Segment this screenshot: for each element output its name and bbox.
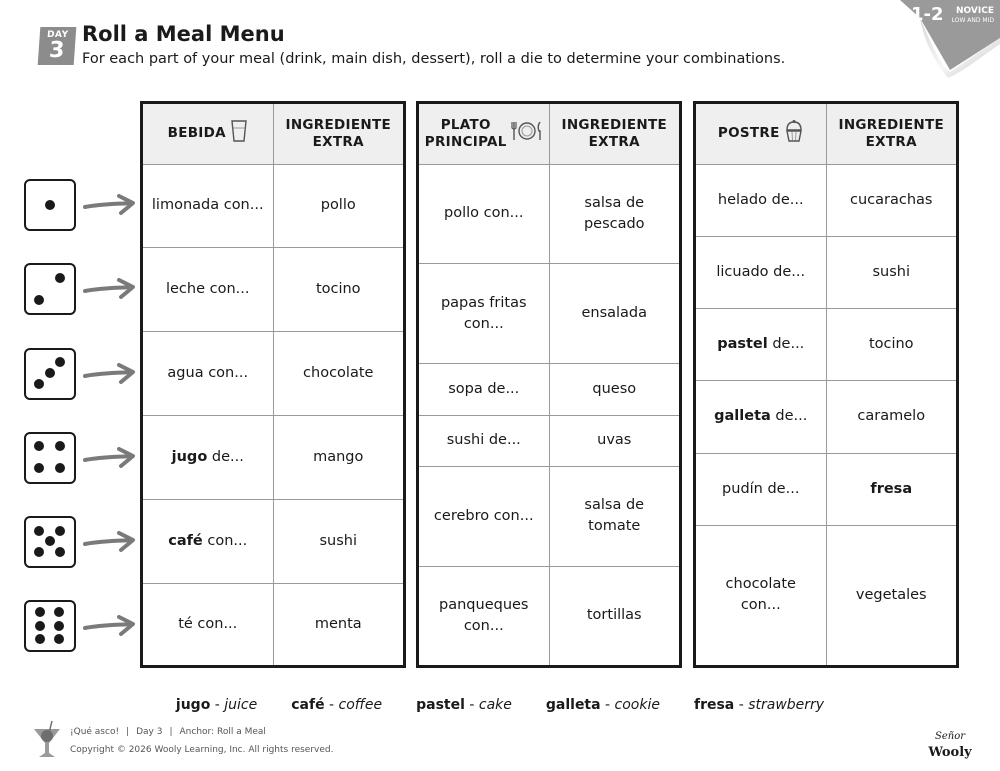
- extra-ingredient-cell: vegetales: [855, 586, 927, 603]
- extra-ingredient-cell: uvas: [549, 415, 679, 466]
- die-face-2: [24, 263, 76, 315]
- extra-ingredient-cell: mango: [273, 415, 403, 499]
- column-header-category: [696, 104, 826, 164]
- glass-icon: [230, 119, 248, 148]
- glossary-spanish: pastel: [416, 697, 465, 713]
- senor-wooly-logo: [928, 727, 972, 761]
- extra-ingredient-cell: tocino: [826, 309, 956, 381]
- die-pip: [34, 379, 44, 389]
- die-pip: [54, 621, 64, 631]
- table-row: [419, 566, 679, 665]
- column-header-category: [143, 104, 273, 164]
- extra-ingredient-cell: chocolate: [273, 332, 403, 416]
- column-header-label: POSTRE: [717, 125, 780, 142]
- page-title: Roll a Meal Menu: [82, 22, 285, 46]
- menu-item-cell: pudín de...: [696, 453, 826, 525]
- arrow-right-icon: [83, 363, 138, 385]
- die-pip: [54, 634, 64, 644]
- table-row: [696, 525, 956, 665]
- extra-ingredient-cell: caramelo: [826, 381, 956, 453]
- menu-item-cell: sushi de...: [419, 415, 549, 466]
- table-row: [696, 309, 956, 381]
- menu-item-cell: pastel de...: [696, 309, 826, 381]
- table-row: [143, 164, 403, 248]
- table-row: [419, 164, 679, 264]
- die-pip: [45, 200, 55, 210]
- table-row: [143, 332, 403, 416]
- level-corner: [890, 0, 1000, 80]
- level-label: NOVICE: [955, 6, 994, 16]
- glossary-item: jugo - juice: [175, 697, 258, 713]
- footer-song: ¡Qué asco!: [70, 727, 120, 737]
- table-row: [143, 583, 403, 665]
- die-face-1: [24, 179, 76, 231]
- menu-item-cell: agua con...: [143, 332, 273, 416]
- level-sublabel: LOW AND MID: [951, 17, 994, 24]
- glossary-item: café - coffee: [291, 697, 383, 713]
- day-badge: [38, 27, 77, 65]
- extra-ingredient-cell: tocino: [273, 248, 403, 332]
- die-pip: [55, 273, 65, 283]
- column-header-label: INGREDIENTE EXTRA: [561, 116, 667, 150]
- extra-ingredient-cell: sushi: [826, 236, 956, 308]
- die-pip: [55, 441, 65, 451]
- glossary-english: cake: [478, 697, 512, 713]
- table-row: [419, 415, 679, 466]
- menu-item-cell: limonada con...: [143, 164, 273, 248]
- menu-item-cell: papas fritas con...: [419, 264, 549, 364]
- extra-ingredient-cell: menta: [314, 615, 362, 632]
- menu-item-cell: panqueques con...: [419, 566, 549, 665]
- table-row: [143, 415, 403, 499]
- glossary-word: jugo: [171, 448, 208, 465]
- table-row: [419, 466, 679, 566]
- menu-item-cell: té con...: [143, 583, 273, 665]
- dessert-table: [693, 101, 959, 668]
- page-instructions: For each part of your meal (drink, main dish, dessert), roll a die to determine your combinations.: [82, 51, 786, 67]
- table-row: [143, 499, 403, 583]
- main-dish-table: [416, 101, 682, 668]
- footer-meta: ¡Qué asco! | Day 3 | Anchor: Roll a Meal: [70, 727, 266, 737]
- level-number: 1-2: [910, 4, 944, 25]
- arrow-right-icon: [83, 278, 138, 300]
- die-pip: [45, 368, 55, 378]
- die-pip: [35, 634, 45, 644]
- table-row: [696, 164, 956, 236]
- menu-item-cell: leche con...: [143, 248, 273, 332]
- cupcake-icon: [784, 119, 804, 148]
- glossary-english: cookie: [614, 697, 660, 713]
- column-header-extra: [826, 104, 956, 164]
- extra-ingredient-cell: ensalada: [549, 264, 679, 364]
- table-row: [696, 381, 956, 453]
- die-pip: [45, 536, 55, 546]
- glossary-item: galleta - cookie: [545, 697, 660, 713]
- die-face-4: [24, 432, 76, 484]
- menu-item-cell: café con...: [143, 499, 273, 583]
- glossary-spanish: café: [291, 697, 325, 713]
- extra-ingredient-cell: salsa de pescado: [549, 164, 679, 264]
- menu-item-cell: helado de...: [696, 164, 826, 236]
- glossary-spanish: jugo: [175, 697, 211, 713]
- svg-text:Wooly: Wooly: [928, 745, 972, 760]
- glossary-word: fresa: [870, 480, 913, 497]
- column-header-extra: [549, 104, 679, 164]
- glossary-english: juice: [224, 697, 258, 713]
- glossary-english: strawberry: [748, 697, 825, 713]
- column-header-label: INGREDIENTE EXTRA: [838, 116, 944, 150]
- footer-copyright: Copyright © 2026 Wooly Learning, Inc. All rights reserved.: [70, 745, 334, 755]
- menu-item-cell: pollo con...: [419, 164, 549, 264]
- arrow-right-icon: [83, 615, 138, 637]
- extra-ingredient-cell: [826, 453, 956, 525]
- day-badge-label: DAY: [46, 30, 69, 40]
- die-face-5: [24, 516, 76, 568]
- drink-table: [140, 101, 406, 668]
- glossary: [0, 697, 1000, 713]
- arrow-right-icon: [83, 531, 138, 553]
- die-pip: [34, 295, 44, 305]
- die-pip: [35, 621, 45, 631]
- table-row: [419, 364, 679, 415]
- column-header-category: [419, 104, 549, 164]
- menu-item-cell: sopa de...: [419, 364, 549, 415]
- glossary-word: pastel: [717, 336, 768, 353]
- arrow-right-icon: [83, 447, 138, 469]
- menu-item-cell: galleta de...: [696, 381, 826, 453]
- column-header-label: INGREDIENTE EXTRA: [285, 116, 391, 150]
- table-row: [143, 248, 403, 332]
- menu-item-cell: jugo de...: [143, 415, 273, 499]
- die-face-3: [24, 348, 76, 400]
- glossary-item: pastel - cake: [416, 697, 512, 713]
- die-pip: [34, 547, 44, 557]
- menu-item-cell: licuado de...: [696, 236, 826, 308]
- glossary-spanish: fresa: [693, 697, 735, 713]
- glossary-item: fresa - strawberry: [693, 697, 825, 713]
- die-pip: [34, 441, 44, 451]
- glossary-word: galleta: [714, 408, 771, 425]
- die-pip: [35, 607, 45, 617]
- extra-ingredient-cell: pollo: [273, 164, 403, 248]
- die-face-6: [24, 600, 76, 652]
- menu-item-cell: cerebro con...: [419, 466, 549, 566]
- footer-anchor: Anchor: Roll a Meal: [179, 727, 266, 737]
- extra-ingredient-cell: queso: [549, 364, 679, 415]
- die-pip: [55, 357, 65, 367]
- svg-text:Señor: Señor: [934, 731, 966, 742]
- column-header-extra: [273, 104, 403, 164]
- column-header-label: PLATO PRINCIPAL: [424, 116, 507, 150]
- extra-ingredient-cell: cucarachas: [826, 164, 956, 236]
- day-badge-number: 3: [48, 38, 66, 63]
- extra-ingredient-cell: salsa de tomate: [549, 466, 679, 566]
- die-pip: [54, 607, 64, 617]
- table-row: [696, 453, 956, 525]
- die-pip: [34, 526, 44, 536]
- table-row: [696, 236, 956, 308]
- column-header-label: BEBIDA: [167, 125, 226, 142]
- glossary-english: coffee: [338, 697, 383, 713]
- extra-ingredient-cell: tortillas: [586, 607, 642, 624]
- plate-utensils-icon: [511, 120, 543, 147]
- glossary-spanish: galleta: [545, 697, 601, 713]
- die-pip: [55, 463, 65, 473]
- glossary-word: café: [168, 532, 203, 549]
- arrow-right-icon: [83, 194, 138, 216]
- table-row: [419, 264, 679, 364]
- die-pip: [55, 547, 65, 557]
- extra-ingredient-cell: sushi: [273, 499, 403, 583]
- die-pip: [55, 526, 65, 536]
- die-pip: [34, 463, 44, 473]
- cocktail-logo-icon: [32, 719, 62, 761]
- menu-item-cell: chocolate con...: [696, 525, 826, 665]
- footer-day: Day 3: [136, 727, 163, 737]
